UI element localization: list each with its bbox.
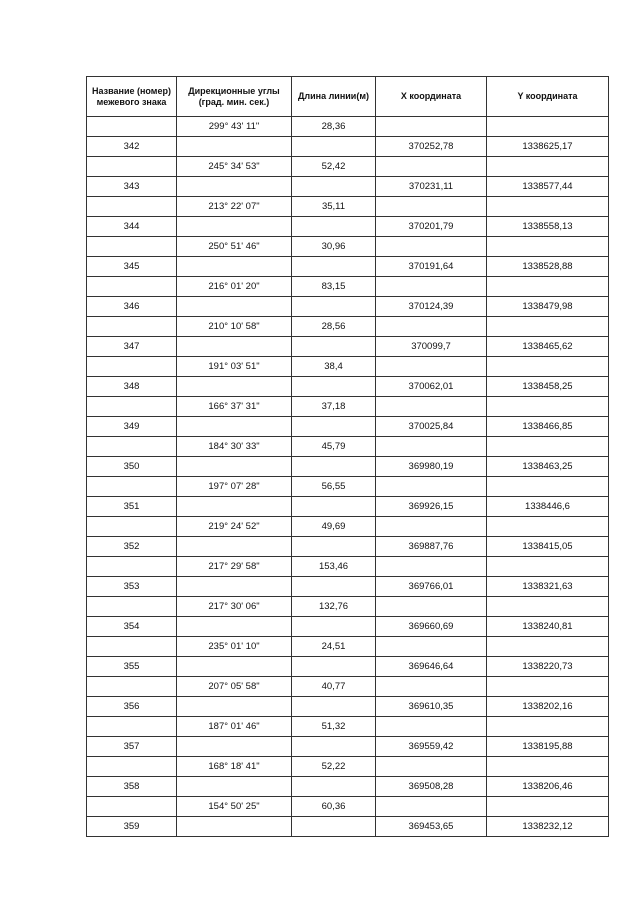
table-row <box>87 757 609 777</box>
mark-name-cell: 348 <box>87 377 177 397</box>
x-coordinate-cell <box>376 677 487 697</box>
x-coordinate-cell <box>376 197 487 217</box>
table-row <box>87 277 609 297</box>
x-coordinate-cell <box>376 517 487 537</box>
line-length-cell <box>292 617 376 637</box>
line-length-cell: 24,51 <box>292 637 376 657</box>
x-coordinate-cell: 370231,11 <box>376 177 487 197</box>
x-coordinate-cell <box>376 157 487 177</box>
line-length-cell: 52,22 <box>292 757 376 777</box>
direction-angle-cell <box>177 617 292 637</box>
mark-name-cell <box>87 197 177 217</box>
direction-angle-cell: 197° 07' 28" <box>177 477 292 497</box>
table-row <box>87 297 609 317</box>
table-row <box>87 557 609 577</box>
table-row <box>87 817 609 837</box>
direction-angle-cell <box>177 817 292 837</box>
table-row <box>87 597 609 617</box>
direction-angle-cell: 210° 10' 58" <box>177 317 292 337</box>
y-coordinate-cell <box>487 157 609 177</box>
mark-name-cell <box>87 677 177 697</box>
y-coordinate-cell: 1338232,12 <box>487 817 609 837</box>
mark-name-cell <box>87 757 177 777</box>
mark-name-cell: 345 <box>87 257 177 277</box>
mark-name-cell: 356 <box>87 697 177 717</box>
table-row <box>87 537 609 557</box>
line-length-cell <box>292 177 376 197</box>
table-row <box>87 137 609 157</box>
table-header-row <box>87 77 609 117</box>
line-length-cell: 52,42 <box>292 157 376 177</box>
mark-name-cell: 342 <box>87 137 177 157</box>
mark-name-cell: 349 <box>87 417 177 437</box>
x-coordinate-cell: 369453,65 <box>376 817 487 837</box>
x-coordinate-cell <box>376 277 487 297</box>
y-coordinate-cell: 1338206,46 <box>487 777 609 797</box>
y-coordinate-cell: 1338528,88 <box>487 257 609 277</box>
table-row <box>87 177 609 197</box>
y-coordinate-cell <box>487 397 609 417</box>
line-length-cell <box>292 217 376 237</box>
y-coordinate-cell: 1338220,73 <box>487 657 609 677</box>
table-row <box>87 717 609 737</box>
line-length-cell: 132,76 <box>292 597 376 617</box>
y-coordinate-cell <box>487 437 609 457</box>
line-length-cell <box>292 537 376 557</box>
line-length-cell <box>292 777 376 797</box>
header-x-coordinate: X координата <box>376 77 487 117</box>
y-coordinate-cell: 1338577,44 <box>487 177 609 197</box>
direction-angle-cell <box>177 697 292 717</box>
mark-name-cell: 359 <box>87 817 177 837</box>
line-length-cell: 28,56 <box>292 317 376 337</box>
y-coordinate-cell: 1338195,88 <box>487 737 609 757</box>
y-coordinate-cell: 1338446,6 <box>487 497 609 517</box>
table-row <box>87 497 609 517</box>
y-coordinate-cell: 1338458,25 <box>487 377 609 397</box>
y-coordinate-cell <box>487 317 609 337</box>
y-coordinate-cell <box>487 717 609 737</box>
line-length-cell: 60,36 <box>292 797 376 817</box>
table-row <box>87 657 609 677</box>
line-length-cell <box>292 497 376 517</box>
y-coordinate-cell: 1338466,85 <box>487 417 609 437</box>
line-length-cell: 40,77 <box>292 677 376 697</box>
line-length-cell <box>292 417 376 437</box>
y-coordinate-cell: 1338558,13 <box>487 217 609 237</box>
y-coordinate-cell: 1338625,17 <box>487 137 609 157</box>
line-length-cell: 45,79 <box>292 437 376 457</box>
x-coordinate-cell: 369926,15 <box>376 497 487 517</box>
table-row <box>87 157 609 177</box>
mark-name-cell: 358 <box>87 777 177 797</box>
line-length-cell: 153,46 <box>292 557 376 577</box>
x-coordinate-cell <box>376 757 487 777</box>
direction-angle-cell: 154° 50' 25" <box>177 797 292 817</box>
table-row <box>87 477 609 497</box>
table-row <box>87 317 609 337</box>
boundary-coordinates-table <box>86 76 609 837</box>
y-coordinate-cell: 1338463,25 <box>487 457 609 477</box>
mark-name-cell: 350 <box>87 457 177 477</box>
y-coordinate-cell: 1338240,81 <box>487 617 609 637</box>
table-row <box>87 777 609 797</box>
table-row <box>87 457 609 477</box>
table-row <box>87 357 609 377</box>
x-coordinate-cell <box>376 797 487 817</box>
direction-angle-cell <box>177 457 292 477</box>
mark-name-cell <box>87 477 177 497</box>
line-length-cell: 28,36 <box>292 117 376 137</box>
table-row <box>87 417 609 437</box>
x-coordinate-cell <box>376 397 487 417</box>
direction-angle-cell <box>177 537 292 557</box>
line-length-cell <box>292 817 376 837</box>
y-coordinate-cell <box>487 797 609 817</box>
x-coordinate-cell <box>376 557 487 577</box>
direction-angle-cell <box>177 417 292 437</box>
table-row <box>87 337 609 357</box>
x-coordinate-cell: 369887,76 <box>376 537 487 557</box>
table-row <box>87 797 609 817</box>
mark-name-cell <box>87 437 177 457</box>
table-row <box>87 637 609 657</box>
line-length-cell: 35,11 <box>292 197 376 217</box>
line-length-cell <box>292 737 376 757</box>
mark-name-cell: 353 <box>87 577 177 597</box>
mark-name-cell: 343 <box>87 177 177 197</box>
y-coordinate-cell <box>487 197 609 217</box>
x-coordinate-cell: 370252,78 <box>376 137 487 157</box>
y-coordinate-cell <box>487 117 609 137</box>
mark-name-cell: 344 <box>87 217 177 237</box>
x-coordinate-cell: 370025,84 <box>376 417 487 437</box>
table-row <box>87 377 609 397</box>
y-coordinate-cell: 1338479,98 <box>487 297 609 317</box>
direction-angle-cell: 184° 30' 33" <box>177 437 292 457</box>
mark-name-cell <box>87 717 177 737</box>
x-coordinate-cell: 370099,7 <box>376 337 487 357</box>
direction-angle-cell <box>177 657 292 677</box>
direction-angle-cell <box>177 297 292 317</box>
y-coordinate-cell <box>487 597 609 617</box>
table-row <box>87 617 609 637</box>
mark-name-cell <box>87 237 177 257</box>
direction-angle-cell: 166° 37' 31" <box>177 397 292 417</box>
table-row <box>87 197 609 217</box>
mark-name-cell <box>87 157 177 177</box>
direction-angle-cell <box>177 737 292 757</box>
direction-angle-cell: 299° 43' 11" <box>177 117 292 137</box>
line-length-cell <box>292 337 376 357</box>
line-length-cell <box>292 377 376 397</box>
y-coordinate-cell <box>487 237 609 257</box>
mark-name-cell: 346 <box>87 297 177 317</box>
mark-name-cell <box>87 117 177 137</box>
x-coordinate-cell <box>376 717 487 737</box>
line-length-cell <box>292 257 376 277</box>
direction-angle-cell <box>177 777 292 797</box>
direction-angle-cell: 191° 03' 51" <box>177 357 292 377</box>
mark-name-cell <box>87 557 177 577</box>
y-coordinate-cell <box>487 557 609 577</box>
x-coordinate-cell <box>376 117 487 137</box>
mark-name-cell <box>87 797 177 817</box>
y-coordinate-cell <box>487 477 609 497</box>
y-coordinate-cell <box>487 357 609 377</box>
y-coordinate-cell <box>487 677 609 697</box>
y-coordinate-cell: 1338465,62 <box>487 337 609 357</box>
table-row <box>87 237 609 257</box>
direction-angle-cell <box>177 377 292 397</box>
direction-angle-cell: 207° 05' 58" <box>177 677 292 697</box>
table-row <box>87 697 609 717</box>
x-coordinate-cell <box>376 437 487 457</box>
line-length-cell <box>292 657 376 677</box>
x-coordinate-cell: 369646,64 <box>376 657 487 677</box>
line-length-cell: 51,32 <box>292 717 376 737</box>
table-row <box>87 437 609 457</box>
mark-name-cell <box>87 277 177 297</box>
table-row <box>87 257 609 277</box>
y-coordinate-cell <box>487 637 609 657</box>
x-coordinate-cell <box>376 317 487 337</box>
mark-name-cell <box>87 597 177 617</box>
direction-angle-cell: 235° 01' 10" <box>177 637 292 657</box>
direction-angle-cell: 250° 51' 46" <box>177 237 292 257</box>
line-length-cell <box>292 457 376 477</box>
table-row <box>87 737 609 757</box>
mark-name-cell: 352 <box>87 537 177 557</box>
y-coordinate-cell: 1338415,05 <box>487 537 609 557</box>
mark-name-cell: 351 <box>87 497 177 517</box>
x-coordinate-cell: 369980,19 <box>376 457 487 477</box>
x-coordinate-cell: 369559,42 <box>376 737 487 757</box>
direction-angle-cell: 168° 18' 41" <box>177 757 292 777</box>
header-line-length: Длина линии(м) <box>292 77 376 117</box>
x-coordinate-cell: 369610,35 <box>376 697 487 717</box>
direction-angle-cell <box>177 217 292 237</box>
direction-angle-cell <box>177 337 292 357</box>
header-y-coordinate: Y координата <box>487 77 609 117</box>
line-length-cell: 56,55 <box>292 477 376 497</box>
y-coordinate-cell <box>487 277 609 297</box>
table-row <box>87 677 609 697</box>
table-row <box>87 217 609 237</box>
line-length-cell <box>292 297 376 317</box>
mark-name-cell: 355 <box>87 657 177 677</box>
y-coordinate-cell <box>487 517 609 537</box>
x-coordinate-cell: 369766,01 <box>376 577 487 597</box>
mark-name-cell <box>87 357 177 377</box>
table-row <box>87 117 609 137</box>
direction-angle-cell: 217° 30' 06" <box>177 597 292 617</box>
mark-name-cell: 347 <box>87 337 177 357</box>
y-coordinate-cell: 1338202,16 <box>487 697 609 717</box>
direction-angle-cell <box>177 257 292 277</box>
x-coordinate-cell <box>376 597 487 617</box>
line-length-cell: 49,69 <box>292 517 376 537</box>
x-coordinate-cell: 370124,39 <box>376 297 487 317</box>
y-coordinate-cell <box>487 757 609 777</box>
line-length-cell: 83,15 <box>292 277 376 297</box>
mark-name-cell: 357 <box>87 737 177 757</box>
line-length-cell: 37,18 <box>292 397 376 417</box>
direction-angle-cell <box>177 577 292 597</box>
mark-name-cell <box>87 517 177 537</box>
mark-name-cell <box>87 637 177 657</box>
mark-name-cell <box>87 397 177 417</box>
line-length-cell: 30,96 <box>292 237 376 257</box>
mark-name-cell <box>87 317 177 337</box>
y-coordinate-cell: 1338321,63 <box>487 577 609 597</box>
table-row <box>87 577 609 597</box>
line-length-cell <box>292 697 376 717</box>
direction-angle-cell: 245° 34' 53" <box>177 157 292 177</box>
x-coordinate-cell: 370191,64 <box>376 257 487 277</box>
direction-angle-cell: 217° 29' 58" <box>177 557 292 577</box>
x-coordinate-cell <box>376 477 487 497</box>
x-coordinate-cell: 370062,01 <box>376 377 487 397</box>
table-row <box>87 397 609 417</box>
direction-angle-cell <box>177 497 292 517</box>
line-length-cell: 38,4 <box>292 357 376 377</box>
x-coordinate-cell <box>376 237 487 257</box>
x-coordinate-cell: 369508,28 <box>376 777 487 797</box>
header-direction-angle: Дирекционные углы (град. мин. сек.) <box>177 77 292 117</box>
x-coordinate-cell <box>376 357 487 377</box>
direction-angle-cell <box>177 137 292 157</box>
direction-angle-cell: 187° 01' 46" <box>177 717 292 737</box>
x-coordinate-cell: 369660,69 <box>376 617 487 637</box>
direction-angle-cell <box>177 177 292 197</box>
table-row <box>87 517 609 537</box>
table-body <box>87 117 609 837</box>
line-length-cell <box>292 577 376 597</box>
direction-angle-cell: 213° 22' 07" <box>177 197 292 217</box>
direction-angle-cell: 219° 24' 52" <box>177 517 292 537</box>
x-coordinate-cell: 370201,79 <box>376 217 487 237</box>
line-length-cell <box>292 137 376 157</box>
mark-name-cell: 354 <box>87 617 177 637</box>
x-coordinate-cell <box>376 637 487 657</box>
header-mark-name: Название (номер) межевого знака <box>87 77 177 117</box>
direction-angle-cell: 216° 01' 20" <box>177 277 292 297</box>
